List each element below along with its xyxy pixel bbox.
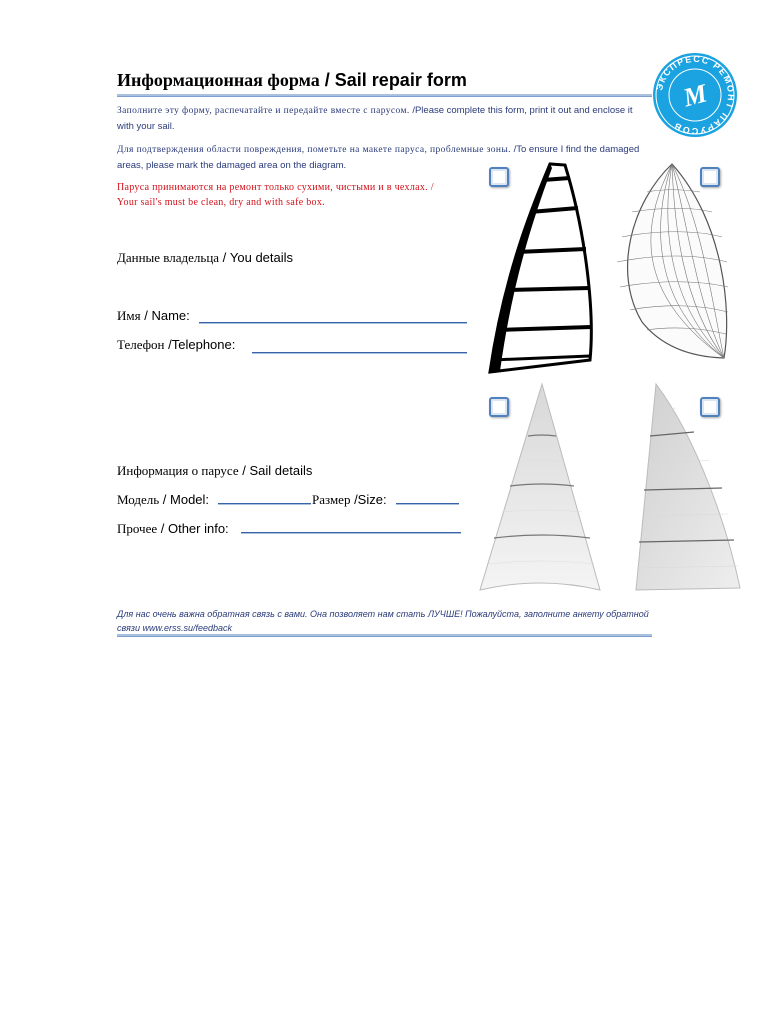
jib-checkbox[interactable]: [489, 397, 509, 417]
svg-text:ЭКСПРЕСС РЕМОНТ ПАРУСОВ: ЭКСПРЕСС РЕМОНТ ПАРУСОВ: [654, 53, 737, 137]
model-label-ru: Модель: [117, 492, 160, 507]
phone-field[interactable]: [252, 352, 467, 354]
windsurf-sail-diagram[interactable]: [480, 160, 615, 375]
size-label-en: /Size:: [350, 492, 387, 507]
sail-heading-ru: Информация о парусе: [117, 463, 239, 478]
sail-heading-en: / Sail details: [238, 463, 313, 478]
mainsail-checkbox[interactable]: [700, 397, 720, 417]
owner-heading: [117, 250, 293, 266]
name-label-ru: Имя: [117, 308, 141, 323]
title-separator: /: [319, 70, 335, 90]
other-label: [117, 521, 229, 537]
warning-text: Паруса принимаются на ремонт только сухими, чистыми и в чехлах. / Your sail's must be clean, dry and with safe box.: [117, 182, 434, 208]
spinnaker-checkbox[interactable]: [700, 167, 720, 187]
intro-paragraph-1: [117, 103, 647, 134]
model-label: [117, 492, 209, 508]
intro-1-en: /Please complete this form, print it out and enclose it with your sail.: [117, 105, 633, 132]
other-info-field[interactable]: [241, 532, 461, 534]
spinnaker-sail-diagram[interactable]: [612, 162, 732, 362]
title-ru: Информационная форма: [117, 70, 320, 90]
windsurf-sail-checkbox[interactable]: [489, 167, 509, 187]
phone-label-en: /Telephone:: [164, 337, 236, 352]
mainsail-diagram[interactable]: [628, 380, 743, 595]
name-label-en: / Name:: [140, 308, 190, 323]
footer-rule: [117, 634, 652, 637]
owner-heading-ru: Данные владельца: [117, 250, 220, 265]
intro-2-ru: Для подтверждения области повреждения, пометьте на макете паруса, проблемные зоны.: [117, 145, 511, 155]
feedback-note: Для нас очень важна обратная связь с вами. Она позволяет нам стать ЛУЧШЕ! Пожалуйста, заполните анкету обратной связи www.erss.su/feedback: [117, 609, 649, 633]
company-stamp-logo: [652, 52, 738, 138]
phone-label-ru: Телефон: [117, 337, 165, 352]
model-field[interactable]: [218, 503, 311, 505]
title-en: Sail repair form: [334, 70, 467, 90]
size-label-ru: Размер: [312, 492, 351, 507]
other-label-ru: Прочее: [117, 521, 158, 536]
size-field[interactable]: [396, 503, 459, 505]
name-field[interactable]: [199, 322, 467, 324]
size-label: [312, 492, 387, 508]
svg-text:M: M: [680, 78, 711, 113]
model-label-en: / Model:: [159, 492, 210, 507]
name-label: [117, 308, 190, 324]
title-rule: [117, 94, 652, 97]
phone-label: [117, 337, 235, 353]
sail-heading: [117, 463, 312, 479]
page-title: [117, 70, 467, 91]
intro-2-en: /To ensure I find the damaged areas, please mark the damaged area on the diagram.: [117, 144, 640, 171]
owner-heading-en: / You details: [219, 250, 294, 265]
intro-1-ru: Заполните эту форму, распечатайте и передайте вместе с парусом.: [117, 106, 410, 116]
other-label-en: / Other info:: [157, 521, 229, 536]
